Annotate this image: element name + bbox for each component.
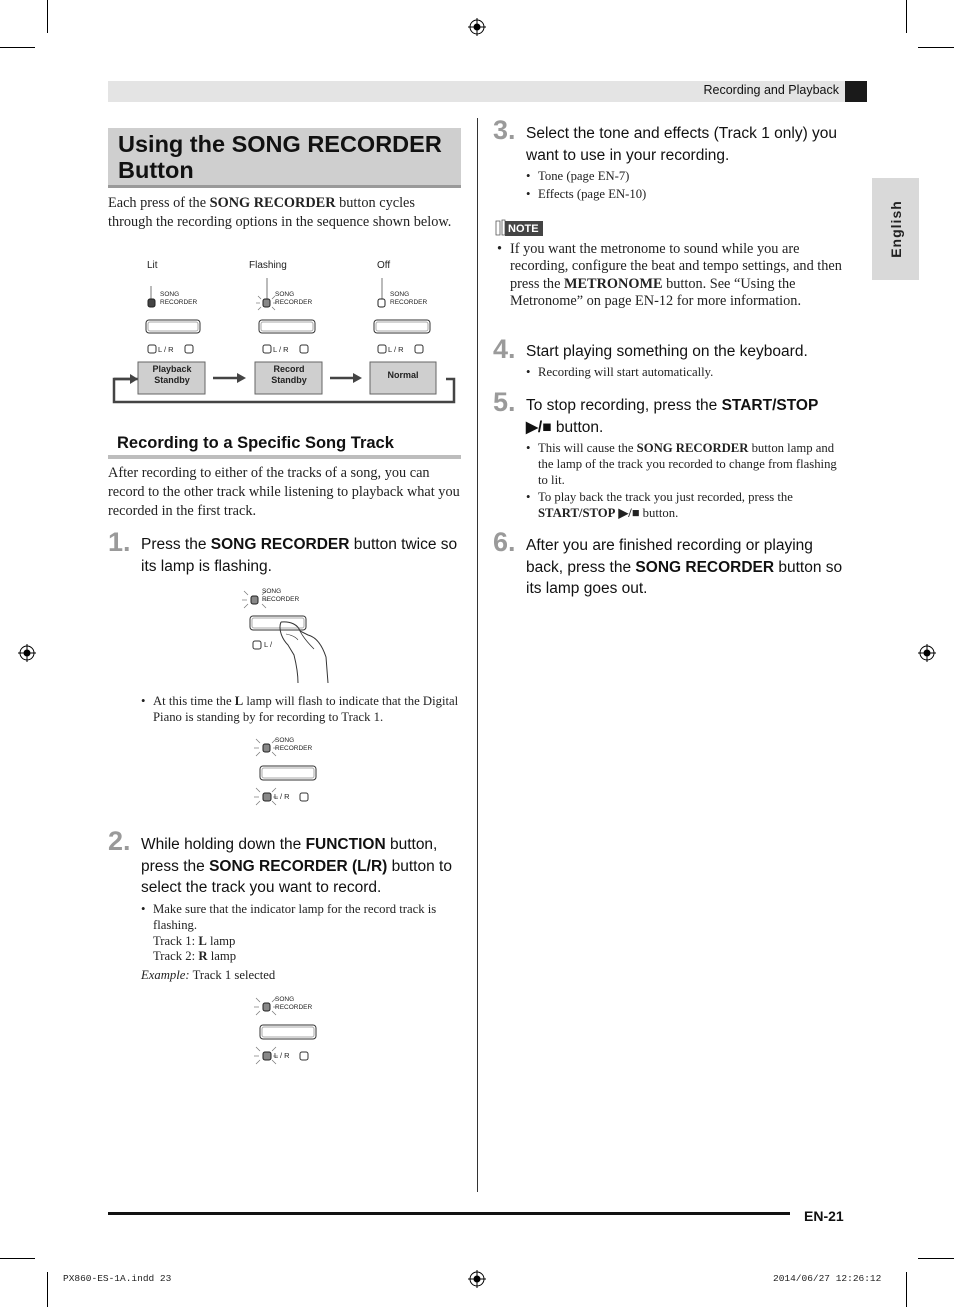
button-label-line: SONG xyxy=(262,588,282,595)
step-text: button. xyxy=(551,418,604,436)
button-label-line: RECORDER xyxy=(275,745,313,752)
bullet-bold: R xyxy=(198,949,208,964)
button-label-line: RECORDER xyxy=(160,299,198,306)
bullet-bold: SONG RECORDER xyxy=(636,441,749,455)
step-number: 3. xyxy=(493,115,516,145)
subsection-rule xyxy=(108,455,461,459)
box-normal: Normal xyxy=(387,370,419,380)
bullet-item: • To play back the track you just recorded, press the START/STOP ▶/■ button. xyxy=(526,490,793,521)
crop-mark xyxy=(47,1272,48,1307)
bullet-item: • This will cause the SONG RECORDER button lamp and the lamp of the track you recorded to change from flashing to lit. xyxy=(526,441,837,487)
step-number: 5. xyxy=(493,387,516,417)
header-block xyxy=(845,81,867,102)
step-6-text xyxy=(526,535,848,600)
page-title: Using the SONG RECORDER Button xyxy=(118,131,442,183)
step-2-bullet: • Make sure that the indicator lamp for the record track is flashing. Track 1: L lamp Track 2: R lamp xyxy=(141,902,463,965)
button-label xyxy=(262,588,299,604)
button-label xyxy=(390,291,427,307)
bullet-text: This will cause the xyxy=(538,441,637,455)
step-text: To stop recording, press the xyxy=(526,397,722,414)
lr-label: L / R xyxy=(158,345,174,354)
step-bold: SONG RECORDER (L/R) xyxy=(209,857,388,875)
bullet-text: Make sure that the indicator lamp for the record track is flashing. xyxy=(153,902,437,932)
step-bold: SONG RECORDER xyxy=(210,536,350,553)
intro-text: button cycles through the recording options in the sequence shown below. xyxy=(108,195,452,230)
bullet-item: • Effects (page EN-10) xyxy=(526,187,846,203)
button-label-line: SONG xyxy=(390,291,410,298)
step-number: 2. xyxy=(108,826,131,856)
column-divider xyxy=(477,118,478,1192)
step-1-bullet: • At this time the L lamp will flash to indicate that the Digital Piano is standing by for recording to Track 1. xyxy=(141,694,459,724)
note-text: If you want the metronome to sound while you are recording, configure the beat and tempo settings, and then press the xyxy=(510,241,842,292)
bullet-text: Track 2: xyxy=(153,949,199,964)
lr-label: L / R xyxy=(274,1051,290,1060)
step-4-bullet: • Recording will start automatically. xyxy=(526,365,846,381)
bullet-item: • Tone (page EN-7) xyxy=(526,169,846,185)
crop-mark xyxy=(0,47,35,48)
intro-paragraph xyxy=(108,194,461,232)
button-label xyxy=(160,291,197,307)
registration-mark-icon xyxy=(18,644,36,662)
lr-label: L / R xyxy=(273,345,289,354)
bullet-text: button. xyxy=(639,506,679,521)
box-record-standby: Record Standby xyxy=(271,364,307,385)
button-label-line: SONG xyxy=(275,291,295,298)
button-label-line: SONG xyxy=(275,996,295,1003)
subsection-title: Recording to a Specific Song Track xyxy=(117,434,394,452)
bullet-text: button lamp and the lamp of the track you recorded to change from flashing to lit. xyxy=(538,441,837,487)
bullet-bold: L xyxy=(234,694,244,708)
bullet-text: To play back the track you just recorded, press the xyxy=(538,490,793,505)
bullet-text: Effects (page EN-10) xyxy=(538,186,647,201)
box-playback-standby: Playback Standby xyxy=(152,364,192,385)
button-label-line: RECORDER xyxy=(262,596,300,603)
page-number: EN-21 xyxy=(804,1208,844,1224)
crop-mark xyxy=(906,1272,907,1307)
button-label-line: RECORDER xyxy=(390,299,428,306)
subsection-paragraph: After recording to either of the tracks of a song, you can record to the other track while listening to playback what you recorded in the first track. xyxy=(108,465,460,519)
intro-text: Each press of the xyxy=(108,195,210,211)
note-label: NOTE xyxy=(508,223,539,235)
bullet-text: lamp will flash to indicate that the Digital Piano is standing by for recording to Track 1. xyxy=(153,694,459,724)
bullet-bold: L xyxy=(198,933,207,948)
step-number: 6. xyxy=(493,527,516,557)
bullet-text: At this time the xyxy=(153,694,235,708)
step-4-text: Start playing something on the keyboard. xyxy=(526,343,808,360)
bullet-text: Recording will start automatically. xyxy=(538,365,714,379)
step-5-text xyxy=(526,395,848,438)
step-5-bullets xyxy=(526,441,846,522)
step-number: 4. xyxy=(493,334,516,364)
step-text: Press the xyxy=(141,536,211,553)
play-stop-icon: ▶/■ xyxy=(526,418,552,436)
step-text: button, press the xyxy=(141,836,438,875)
button-label-line: SONG xyxy=(160,291,180,298)
crop-mark xyxy=(906,0,907,33)
step-text: button so its lamp goes out. xyxy=(526,558,843,597)
crop-mark xyxy=(47,0,48,33)
button-label xyxy=(275,291,312,307)
lr-label: L / R xyxy=(274,792,290,801)
step-1-text xyxy=(141,534,461,577)
language-label: English xyxy=(887,200,904,258)
button-label xyxy=(275,996,312,1012)
button-label xyxy=(275,737,312,753)
step-3-bullets xyxy=(526,169,846,203)
note-text: button. See “Using the Metronome” on page EN-12 for more information. xyxy=(510,275,802,309)
footer-filename: PX860-ES-1A.indd 23 xyxy=(63,1273,172,1284)
play-stop-icon: ▶/■ xyxy=(618,506,640,521)
state-label-flashing: Flashing xyxy=(249,260,287,271)
track-2-line xyxy=(153,949,463,965)
step-text: button to select the track you want to record. xyxy=(141,857,452,896)
language-tab xyxy=(872,178,919,280)
step-number: 1. xyxy=(108,527,131,557)
step-text: After you are finished recording or playing back, press the xyxy=(526,537,813,576)
bullet-text: lamp xyxy=(206,933,236,948)
footer-rule xyxy=(108,1212,790,1215)
section-title: Recording and Playback xyxy=(703,83,839,97)
registration-mark-icon xyxy=(468,18,486,36)
example-text: Track 1 selected xyxy=(189,968,276,982)
footer-date: 2014/06/27 12:26:12 xyxy=(773,1273,882,1284)
track-1-line xyxy=(153,934,463,950)
crop-mark xyxy=(918,47,954,48)
state-label-lit: Lit xyxy=(147,260,158,271)
note-paragraph: • If you want the metronome to sound while you are recording, configure the beat and tempo settings, and then press the METRONOME button. See “Using the Metronome” on page EN-12 for more information. xyxy=(497,241,842,309)
button-label-line: SONG xyxy=(275,737,295,744)
bullet-bold: START/STOP xyxy=(538,506,616,521)
lr-label-partial: L / xyxy=(264,640,273,649)
intro-bold: SONG RECORDER xyxy=(209,195,336,211)
title-box xyxy=(108,128,461,188)
lr-label: L / R xyxy=(388,345,404,354)
bullet-text: Track 1: xyxy=(153,933,199,948)
bullet-text: Tone (page EN-7) xyxy=(538,169,630,183)
step-3-text: Select the tone and effects (Track 1 only) you want to use in your recording. xyxy=(526,125,838,164)
registration-mark-icon xyxy=(918,644,936,662)
step-bold: FUNCTION xyxy=(305,836,386,853)
bullet-text: lamp xyxy=(207,949,237,964)
state-label-off: Off xyxy=(377,260,391,271)
step-text: While holding down the xyxy=(141,836,306,853)
crop-mark xyxy=(918,1258,954,1259)
registration-mark-icon xyxy=(468,1270,486,1288)
example-line xyxy=(141,968,275,984)
crop-mark xyxy=(0,1258,35,1259)
step-2-text xyxy=(141,834,463,899)
step-bold: START/STOP xyxy=(721,397,819,414)
example-label: Example: xyxy=(141,968,190,982)
note-bold: METRONOME xyxy=(564,275,663,292)
button-label-line: RECORDER xyxy=(275,1004,313,1011)
step-text: button twice so its lamp is flashing. xyxy=(141,536,458,575)
button-label-line: RECORDER xyxy=(275,299,313,306)
step-bold: SONG RECORDER xyxy=(635,558,775,576)
